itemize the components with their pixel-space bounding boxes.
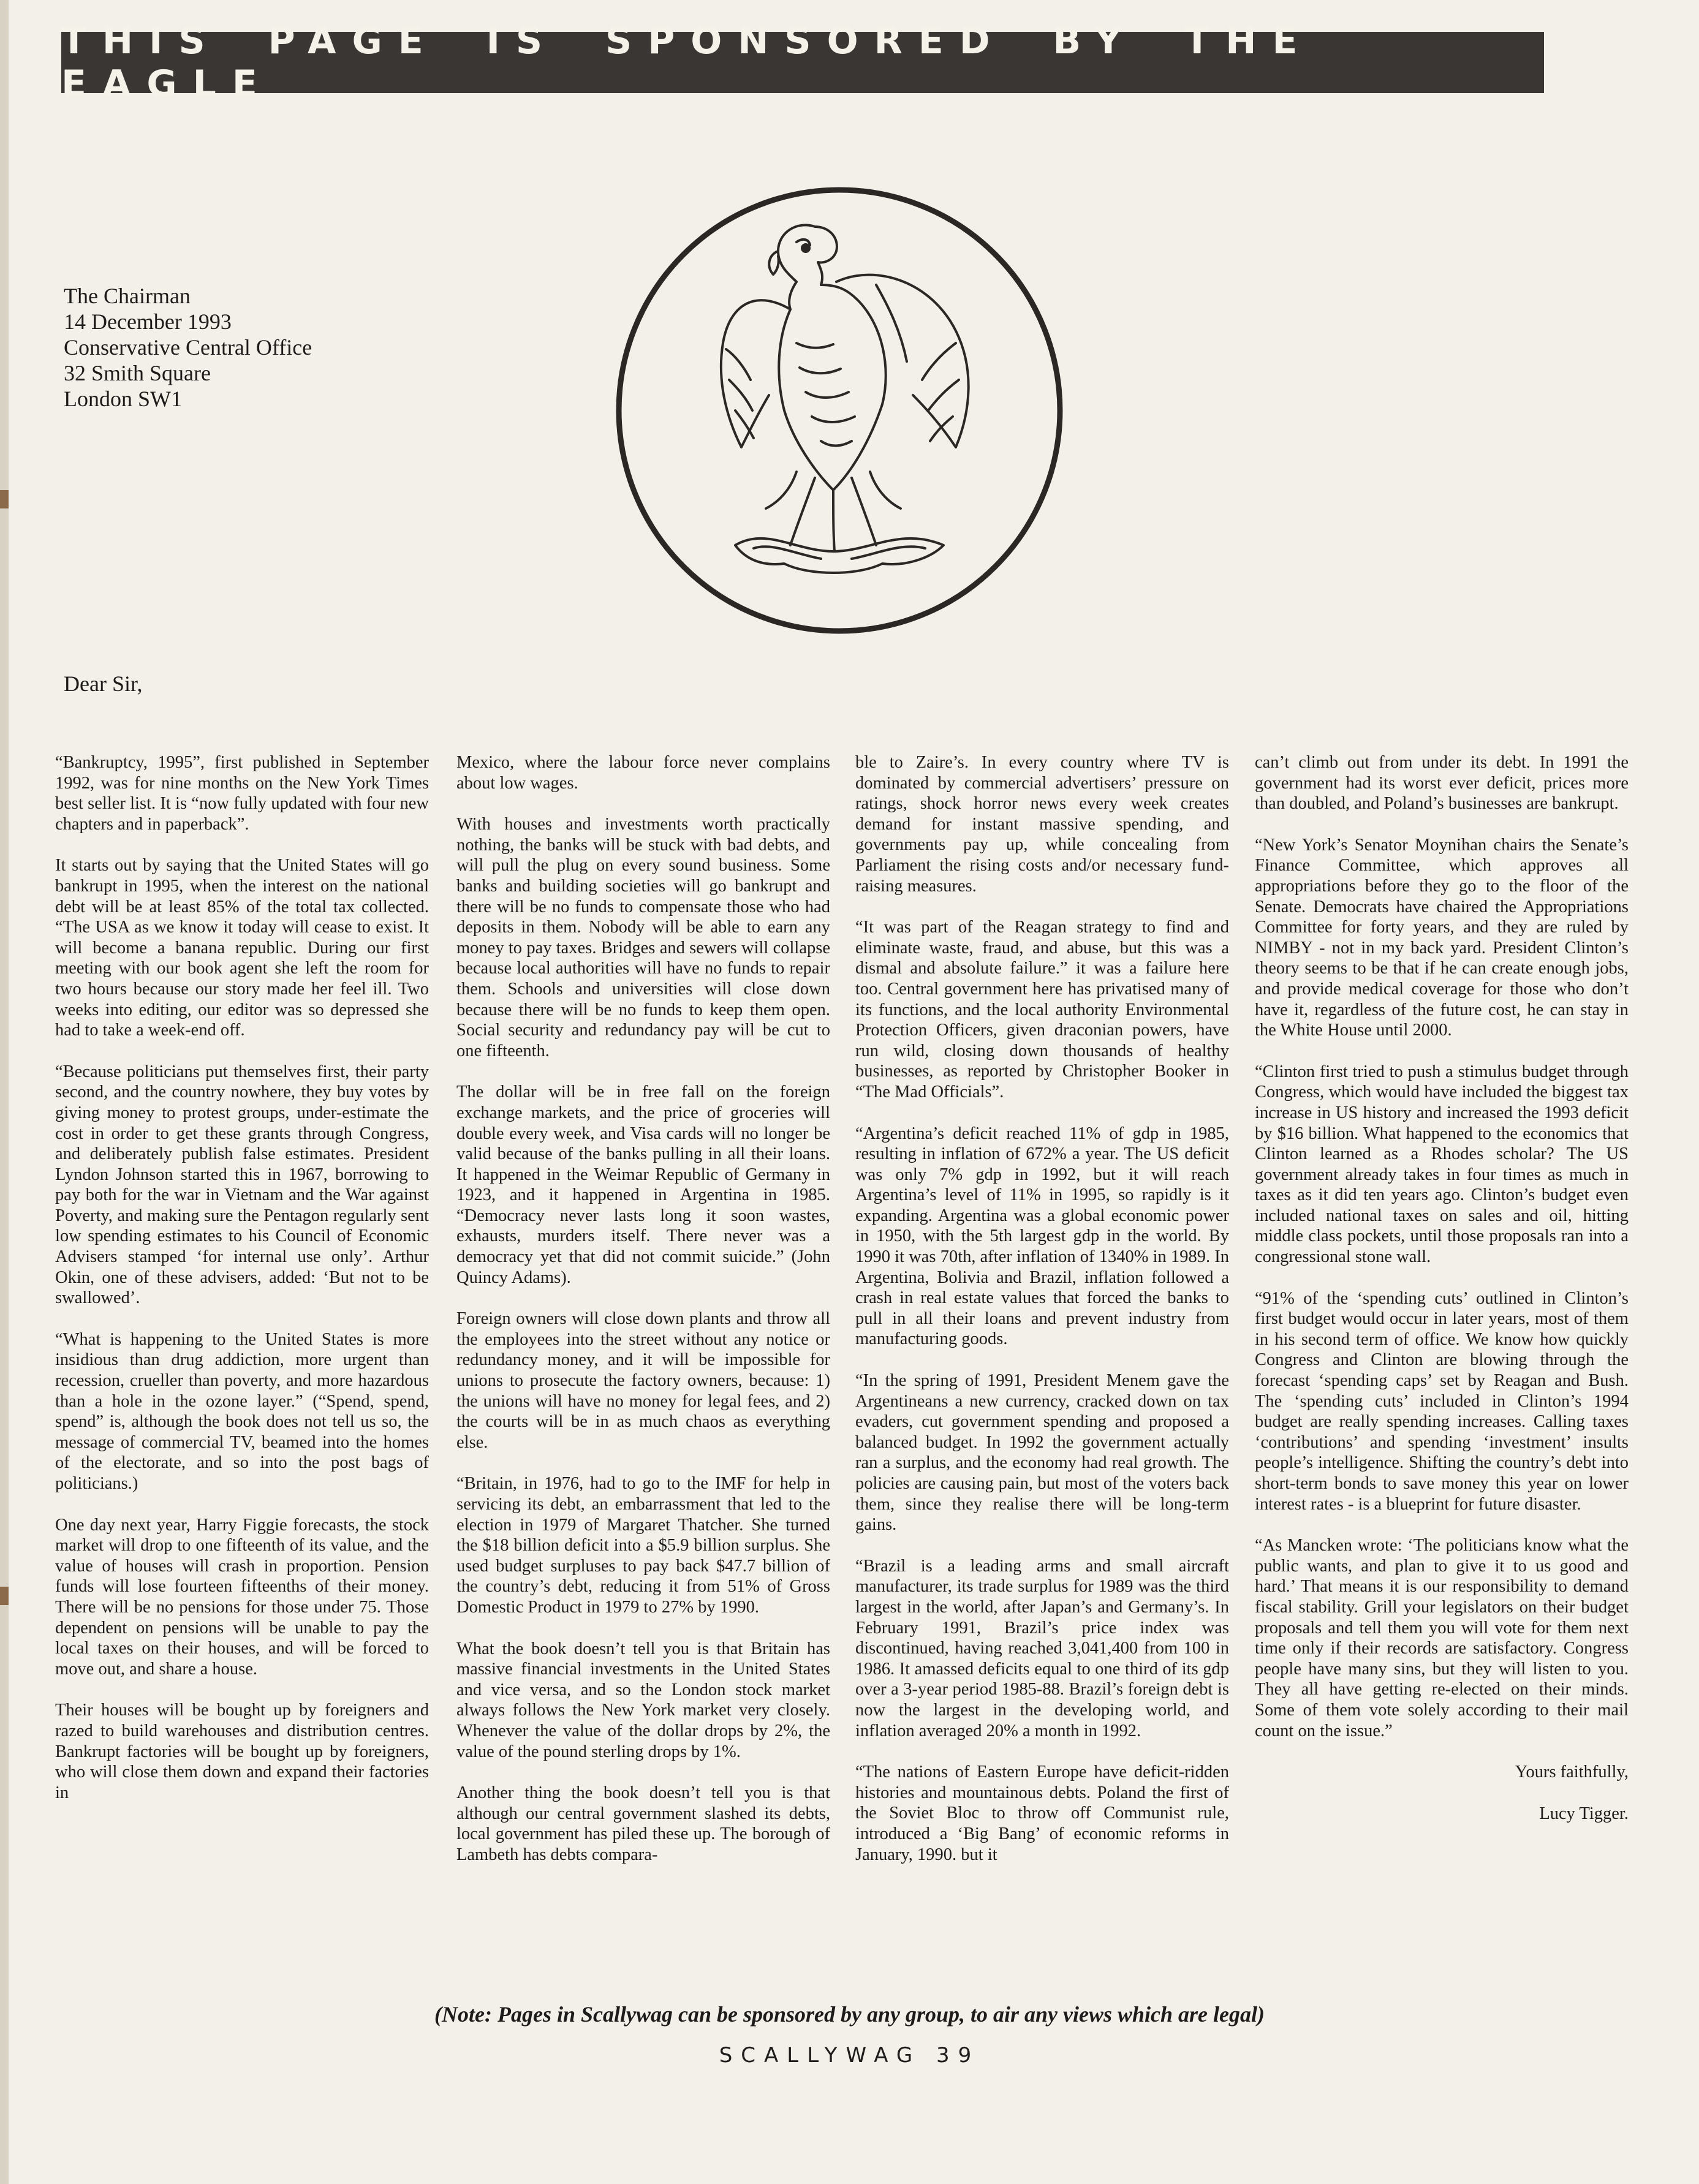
paragraph: One day next year, Harry Figgie forecasts, the stock market will drop to one fifteenth of its value, and the value of houses will crash in proportion. Pension funds will lose fourteen fifteenths of their money. There will be no pensions for those under 75. Those dependent on pensions will be unable to pay the local taxes on their houses, and will be forced to move out, and share a house.: [55, 1515, 429, 1679]
staple-mark: [0, 1587, 9, 1605]
paragraph: Their houses will be bought up by foreigners and razed to build warehouses and distribution centres. Bankrupt factories will be bought up by foreigners, who will close them down and expand their factories in: [55, 1701, 429, 1802]
address-line: Conservative Central Office: [64, 335, 312, 360]
paragraph: ble to Zaire’s. In every country where TV is dominated by commercial advertisers’ pressure on ratings, shock horror news every week creates demand for instant massive spending, and governments pay up, while concealing from Parliament the rising costs and/or necessary fund-raising measures.: [855, 753, 1229, 896]
sponsorship-note: (Note: Pages in Scallywag can be sponsored by any group, to air any views which are legal): [434, 2002, 1265, 2027]
paragraph: “What is happening to the United States is more insidious than drug addiction, more urgent than recession, crueller than poverty, and more hazardous than a hole in the ozone layer.” (“Spend, spend, spend” is, although the book does not tell us so, the message of commercial TV, beamed into the homes of the electorate, and so into the post bags of politicians.): [55, 1329, 429, 1493]
paragraph: “The nations of Eastern Europe have deficit-ridden histories and mountainous debts. Poland the first of the Soviet Bloc to throw off Communist rule, introduced a ‘Big Bang’ of economic reforms in January, 1990. but it: [855, 1763, 1229, 1864]
paragraph: “Argentina’s deficit reached 11% of gdp in 1985, resulting in inflation of 672% a year. The US deficit was only 7% gdp in 1992, but it will reach Argentina’s level of 11% in 1995, so rapidly is it expanding. Argentina was a global economic power in 1950, with the 5th largest gdp in the world. By 1990 it was 70th, after inflation of 1340% in 1989. In Argentina, Bolivia and Brazil, inflation followed a crash in real estate values that forced the banks to pull in all their loans and prevent industry from manufacturing goods.: [855, 1124, 1229, 1349]
address-line: 32 Smith Square: [64, 361, 211, 385]
staple-mark: [0, 490, 9, 508]
paragraph: “It was part of the Reagan strategy to find and eliminate waste, fraud, and abuse, but this was a dismal and absolute failure.” it was a failure here too. Central government here has privatised many of its functions, and the local authority Environmental Protection Officers, given draconian powers, have run wild, closing down thousands of healthy businesses, as reported by Christopher Booker in “The Mad Officials”.: [855, 918, 1229, 1101]
paragraph: “Because politicians put themselves first, their party second, and the country nowhere, they buy votes by giving money to protest groups, under-estimate the cost in order to get these grants through Congress, and deliberately publish false estimates. President Lyndon Johnson started this in 1967, borrowing to pay both for the war in Vietnam and the War against Poverty, and making sure the Pentagon regularly sent low spending estimates to his Council of Economic Advisers stamped ‘for internal use only’. Arthur Okin, one of these advisers, added: ‘But not to be swallowed’.: [55, 1062, 429, 1308]
text-column-2: [456, 752, 830, 1886]
paragraph: can’t climb out from under its debt. In 1991 the government had its worst ever deficit, prices more than doubled, and Poland’s businesses are bankrupt.: [1255, 753, 1629, 814]
text-column-4: [1255, 752, 1629, 1845]
page-binding: [0, 0, 9, 2184]
paragraph: What the book doesn’t tell you is that Britain has massive financial investments in the United States and vice versa, and so the London stock market always follows the New York market very closely. Whenever the value of the dollar drops by 2%, the value of the pound sterling drops by 1%.: [456, 1639, 830, 1761]
paragraph: Foreign owners will close down plants and throw all the employees into the street without any notice or redundancy money, and it will be impossible for unions to prosecute the factory owners, because: 1) the unions will have no money for legal fees, and 2) the courts will be in as much chaos as everything else.: [456, 1309, 830, 1452]
valediction: Yours faithfully,: [1515, 1763, 1629, 1782]
paragraph: “Clinton first tried to push a stimulus budget through Congress, which would have included the biggest tax increase in US history and increased the 1993 deficit by $16 billion. What happened to the economics that Clinton learned as a Rhodes scholar? The US government already takes in four times as much in taxes as it did ten years ago. Clinton’s budget even included national taxes on sales and oil, hitting middle class pockets, until those proposals ran into a congressional stone wall.: [1255, 1062, 1629, 1267]
paragraph: “As Mancken wrote: ‘The politicians know what the public wants, and plan to give it to us good and hard.’ That means it is our responsibility to demand fiscal stability. Grill your legislators on their budget proposals and tell them you will vote for them next time only if their records are satisfactory. Congress people have many sins, but they will listen to you. They all have getting re-elected on their minds. Some of them vote solely according to their mail count on the issue.”: [1255, 1536, 1629, 1740]
paragraph: “91% of the ‘spending cuts’ outlined in Clinton’s first budget would occur in later years, most of them in his second term of office. We know how quickly Congress and Clinton are blowing through the forecast ‘spending caps’ set by Reagan and Bush. The ‘spending cuts’ included in Clinton’s 1994 budget are really spending increases. Calling taxes ‘contributions’ and spending ‘investment’ insults people’s intelligence. Shifting the country’s debt into short-term bonds to save money this year on lower interest rates - is a blueprint for future disaster.: [1255, 1288, 1629, 1514]
letter-body: [55, 752, 1629, 2008]
text-column-3: [855, 752, 1229, 1886]
eagle-icon: [613, 184, 1066, 637]
text-column-1: [55, 752, 429, 1824]
address-line: The Chairman: [64, 284, 191, 308]
paragraph: “Britain, in 1976, had to go to the IMF for help in servicing its debt, an embarrassment that led to the election in 1979 of Margaret Thatcher. She turned the $18 billion deficit into a $5.9 billion surplus. She used budget surpluses to pay back $47.7 billion of the country’s debt, reducing it from 51% of Gross Domestic Product in 1979 to 27% by 1990.: [456, 1474, 830, 1617]
recipient-address: [64, 283, 312, 412]
paragraph: With houses and investments worth practically nothing, the banks will be stuck with bad debts, and will pull the plug on every sound business. Some banks and building societies will go bankrupt and there will be no funds to compensate those who had deposits in them. Nobody will be able to earn any money to pay taxes. Bridges and sewers will collapse because local authorities will have no funds to repair them. Schools and universities will close down because there will be no funds to keep them open. Social security and redundancy pay will be cut to one fifteenth.: [456, 815, 830, 1060]
paragraph: “Bankruptcy, 1995”, first published in September 1992, was for nine months on the New York Times best seller list. It is “now fully updated with four new chapters and in paperback”.: [55, 753, 429, 834]
sponsor-banner: THIS PAGE IS SPONSORED BY THE EAGLE: [61, 32, 1544, 93]
paragraph: “In the spring of 1991, President Menem gave the Argentineans a new currency, cracked down on tax evaders, cut government spending and proposed a balanced budget. In 1992 the government actually ran a surplus, and the economy had real growth. The policies are causing pain, but most of the voters back them, since they realise there will be long-term gains.: [855, 1371, 1229, 1535]
paragraph: “Brazil is a leading arms and small aircraft manufacturer, its trade surplus for 1989 was the third largest in the world, after Japan’s and Germany’s. In February 1991, Brazil’s price index was discontinued, having reached 3,041,400 from 100 in 1986. It amassed deficits equal to one third of its gdp over a 3-year period 1985-88. Brazil’s foreign debt is now the largest in the developing world, and inflation averaged 20% a month in 1992.: [855, 1556, 1229, 1740]
page-footer: SCALLYWAG 39: [719, 2043, 980, 2068]
paragraph: Another thing the book doesn’t tell you is that although our central government slashed its debts, local government has piled these up. The borough of Lambeth has debts compara-: [456, 1783, 830, 1864]
salutation: Dear Sir,: [64, 671, 143, 696]
signature: Lucy Tigger.: [1539, 1804, 1629, 1823]
paragraph: Mexico, where the labour force never complains about low wages.: [456, 753, 830, 793]
paragraph: It starts out by saying that the United States will go bankrupt in 1995, when the interest on the national debt will be at least 85% of the total tax collected. “The USA as we know it today will cease to exist. It will become a banana republic. During our first meeting with our book agent she left the room for two hours because our story made her feel ill. Two weeks into editing, our editor was so depressed she had to take a week-end off.: [55, 856, 429, 1040]
address-line: 14 December 1993: [64, 309, 232, 334]
paragraph: The dollar will be in free fall on the foreign exchange markets, and the price of groceries will double every week, and Visa cards will no longer be valid because of the banks pulling in all their loans. It happened in the Weimar Republic of Germany in 1923, and it happened in Argentina in 1985. “Democracy never lasts long it soon wastes, exhausts, murders itself. There never was a democracy yet that did not commit suicide.” (John Quincy Adams).: [456, 1083, 830, 1287]
address-line: London SW1: [64, 387, 182, 411]
paragraph: “New York’s Senator Moynihan chairs the Senate’s Finance Committee, which approves all appropriations before they go to the floor of the Senate. Democrats have chaired the Appropriations Committee for forty years, and they are ruled by NIMBY - not in my back yard. President Clinton’s theory seems to be that if he can create enough jobs, and provide medical coverage for those who don’t have it, regardless of the future cost, he can stay in the White House until 2000.: [1255, 835, 1629, 1040]
